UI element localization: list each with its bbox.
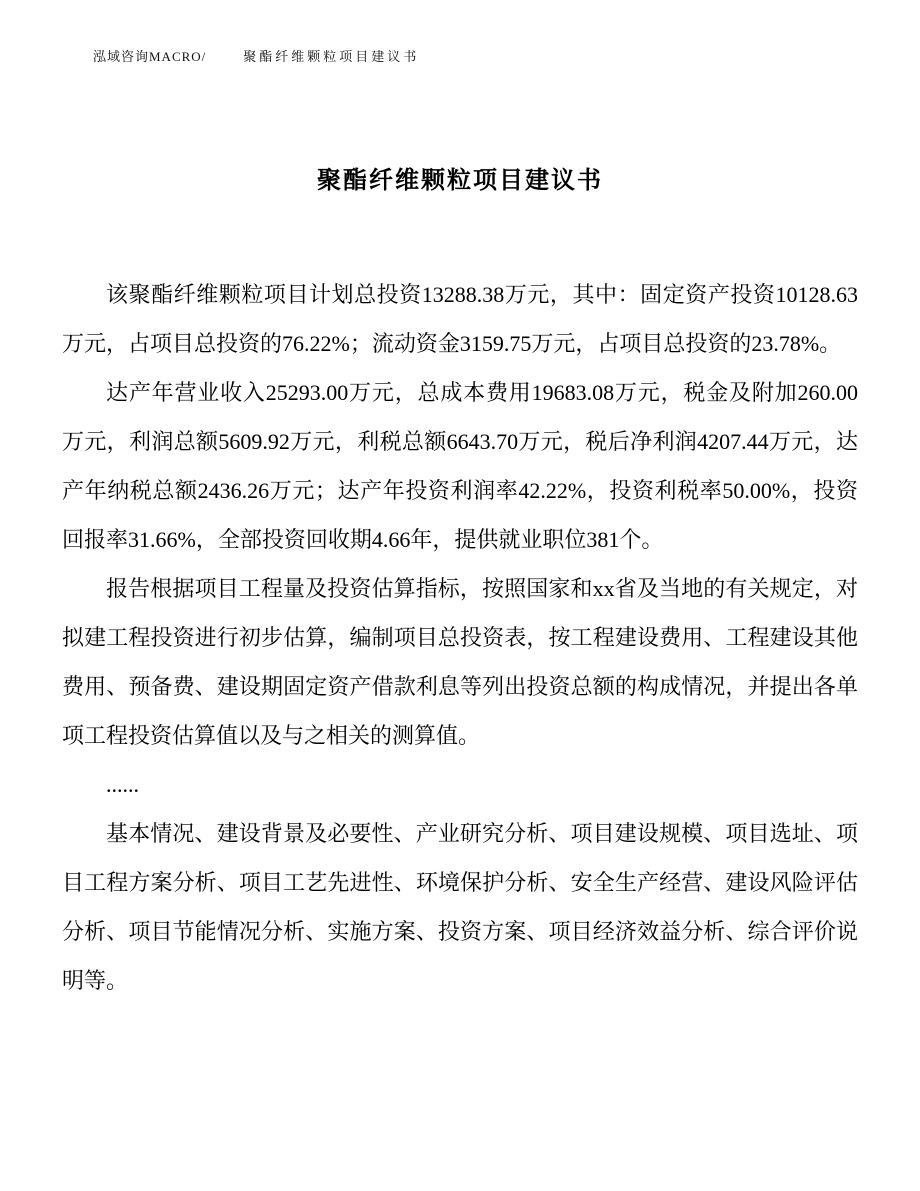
paragraph-report-basis: 报告根据项目工程量及投资估算指标，按照国家和xx省及当地的有关规定，对拟建工程投资进行初步估算，编制项目总投资表，按工程建设费用、工程建设其他费用、预备费、建设期固定资产借款利息等列出投资总额的构成情况，并提出各单项工程投资估算值以及与之相关的测算值。 xyxy=(62,576,858,748)
page-header xyxy=(93,48,858,66)
document-title: 聚酯纤维颗粒项目建议书 xyxy=(317,168,603,194)
paragraph-investment-summary: 该聚酯纤维颗粒项目计划总投资13288.38万元，其中：固定资产投资10128.63万元，占项目总投资的76.22%；流动资金3159.75万元，占项目总投资的23.78%。 xyxy=(62,282,858,356)
header-doc-title: 聚酯纤维颗粒项目建议书 xyxy=(243,49,420,64)
paragraph-ellipsis: ...... xyxy=(106,772,139,797)
paragraph-financial-indicators: 达产年营业收入25293.00万元，总成本费用19683.08万元，税金及附加260.00万元，利润总额5609.92万元，利税总额6643.70万元，税后净利润4207.44万元，达产年纳税总额2436.26万元；达产年投资利润率42.22%，投资利税率50.00%，投资回报率31.66%，全部投资回收期4.66年，提供就业职位381个。 xyxy=(62,380,858,552)
header-brand: 泓域咨询MACRO/ xyxy=(93,49,207,64)
paragraph-report-contents: 基本情况、建设背景及必要性、产业研究分析、项目建设规模、项目选址、项目工程方案分析、项目工艺先进性、环境保护分析、安全生产经营、建设风险评估分析、项目节能情况分析、实施方案、投资方案、项目经济效益分析、综合评价说明等。 xyxy=(62,821,858,993)
document-body xyxy=(62,270,858,1005)
